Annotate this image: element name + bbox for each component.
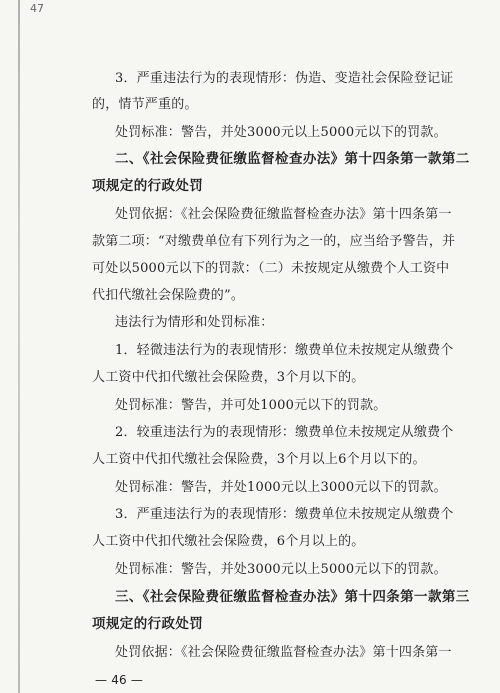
text-line: 处罚标准：警告，并处1000元以上3000元以下的罚款。 xyxy=(115,480,447,495)
corner-mark: 47 xyxy=(30,2,44,15)
text-line: 处罚依据：《社会保险费征缴监督检查办法》第十四条第一 xyxy=(115,645,452,660)
text-line: 3．严重违法行为的表现情形：缴费单位未按规定从缴费个 xyxy=(115,507,454,522)
text-line: 2．较重违法行为的表现情形：缴费单位未按规定从缴费个 xyxy=(115,425,454,440)
text-line: 可处以5000元以下的罚款：（二）未按规定从缴费个人工资中 xyxy=(92,261,450,276)
text-line: 处罚标准：警告，并可处1000元以下的罚款。 xyxy=(115,398,387,413)
text-line: 处罚标准：警告，并处3000元以上5000元以下的罚款。 xyxy=(115,562,447,577)
text-line: 违法行为情形和处罚标准： xyxy=(115,315,274,330)
text-line: 代扣代缴社会保险费的”。 xyxy=(92,288,245,303)
section-heading: 三、《社会保险费征缴监督检查办法》第十四条第一款第三 xyxy=(115,589,470,605)
text-line: 3．严重违法行为的表现情形：伪造、变造社会保险登记证 xyxy=(115,71,454,86)
section-heading: 项规定的行政处罚 xyxy=(92,178,204,194)
text-line: 款第二项：“对缴费单位有下列行为之一的，应当给予警告，并 xyxy=(92,234,456,249)
text-line: 处罚标准：警告，并处3000元以上5000元以下的罚款。 xyxy=(115,125,447,140)
text-line: 的，情节严重的。 xyxy=(92,97,198,112)
section-heading: 二、《社会保险费征缴监督检查办法》第十四条第一款第二 xyxy=(115,151,470,167)
text-line: 处罚依据：《社会保险费征缴监督检查办法》第十四条第一 xyxy=(115,207,452,222)
page-number: — 46 — xyxy=(95,673,144,687)
text-line: 人工资中代扣代缴社会保险费，6个月以上的。 xyxy=(92,534,365,549)
section-heading: 项规定的行政处罚 xyxy=(92,616,204,632)
text-line: 1．轻微违法行为的表现情形：缴费单位未按规定从缴费个 xyxy=(115,343,454,358)
text-line: 人工资中代扣代缴社会保险费，3个月以下的。 xyxy=(92,370,365,385)
binding-edge xyxy=(18,0,20,693)
text-line: 人工资中代扣代缴社会保险费，3个月以上6个月以下的。 xyxy=(92,452,426,467)
